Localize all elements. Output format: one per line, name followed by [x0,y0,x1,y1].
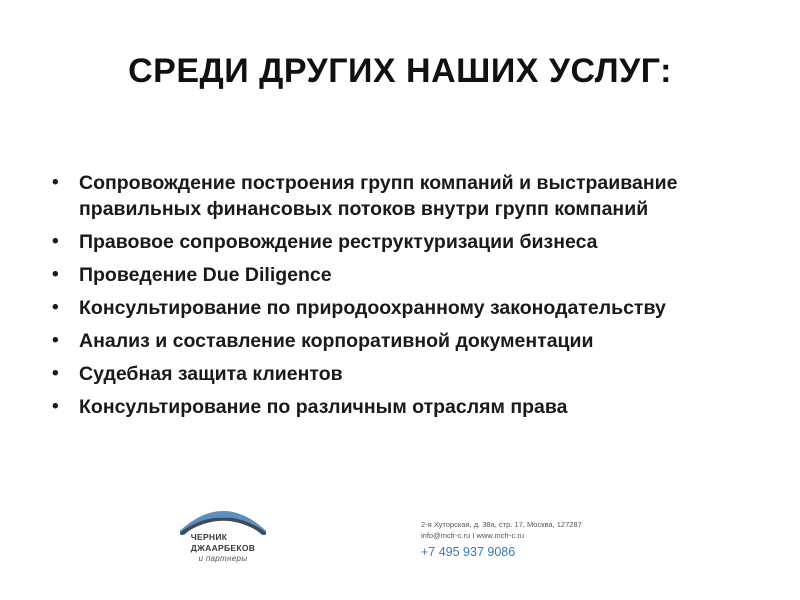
contact-block [421,519,671,559]
list-item [52,229,752,255]
service-text: Сопровождение построения групп компаний и выстраивание правильных финансовых потоков внутри групп компаний [79,172,678,220]
bullet-icon: • [52,297,59,318]
bullet-icon: • [52,231,59,252]
bridge-arc-icon [180,503,266,535]
service-text: Правовое сопровождение реструктуризации бизнеса [79,231,598,253]
bullet-icon: • [52,396,59,417]
list-item [52,170,752,222]
bullet-icon: • [52,330,59,351]
service-text: Судебная защита клиентов [79,363,343,385]
services-list [52,170,752,427]
list-item [52,394,752,420]
list-item [52,295,752,321]
service-text: Проведение Due Diligence [79,264,332,286]
company-logo [168,503,278,573]
list-item [52,361,752,387]
service-text: Анализ и составление корпоративной документации [79,330,594,352]
service-text: Консультирование по природоохранному законодательству [79,297,666,319]
bullet-icon: • [52,264,59,285]
contact-phone[interactable]: +7 495 937 9086 [421,545,516,559]
logo-text-line3: и партнеры [198,554,248,563]
page-title: СРЕДИ ДРУГИХ НАШИХ УСЛУГ: [128,52,672,90]
service-text: Консультирование по различным отраслям права [79,396,568,418]
logo-text-line1: ЧЕРНИК [190,532,228,542]
contact-email-web[interactable]: info@mcfr-c.ru I www.mcfr-c.ru [421,531,525,540]
bullet-icon: • [52,172,59,193]
logo-text-line2: ДЖААРБЕКОВ [190,543,256,553]
bullet-icon: • [52,363,59,384]
list-item [52,262,752,288]
list-item [52,328,752,354]
contact-address: 2-я Хуторская, д. 38а, стр. 17, Москва, 127287 [421,520,582,529]
